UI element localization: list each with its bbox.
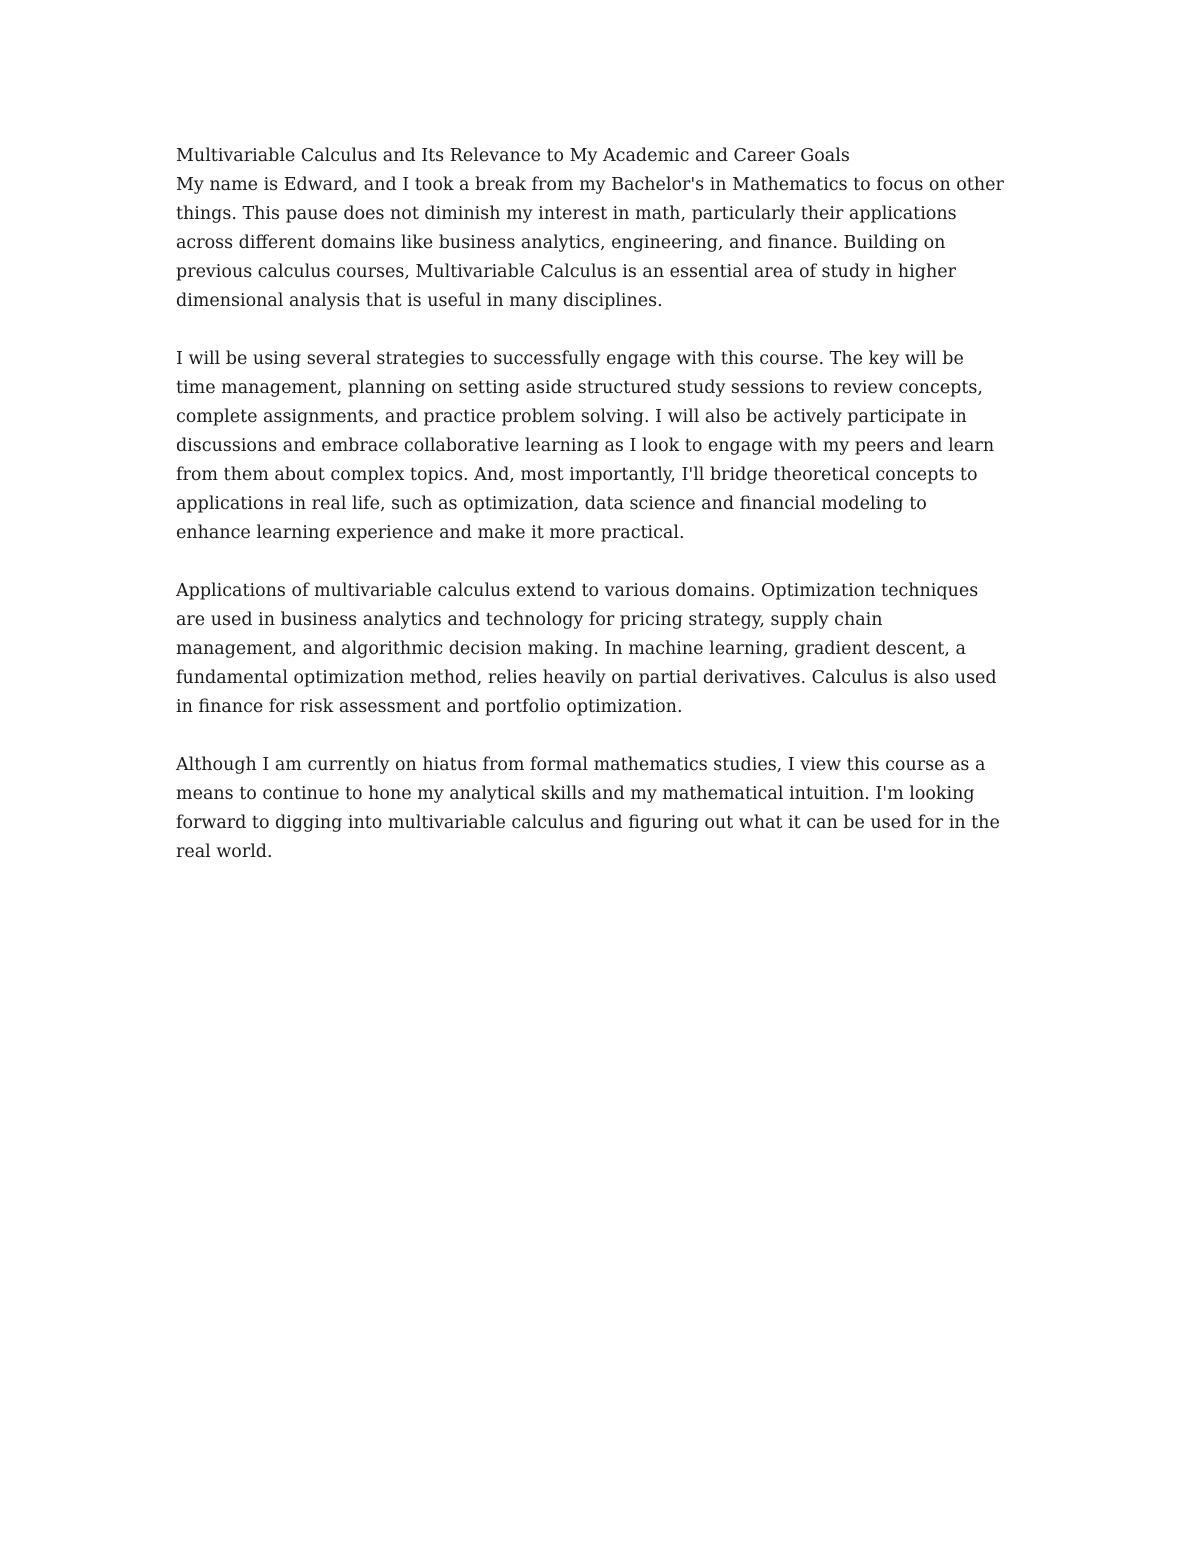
paragraph-line: things. This pause does not diminish my interest in math, particularly their applications [176,204,957,224]
paragraph-line: management, and algorithmic decision making. In machine learning, gradient descent, a [176,639,966,659]
paragraph-spacer [176,548,1036,577]
paragraph-line: means to continue to hone my analytical skills and my mathematical intuition. I'm looking [176,784,975,804]
paragraph-line: from them about complex topics. And, most importantly, I'll bridge theoretical concepts to [176,465,978,485]
paragraph-line: across different domains like business analytics, engineering, and finance. Building on [176,233,946,253]
paragraph-line: in finance for risk assessment and portfolio optimization. [176,697,683,717]
paragraph-line: dimensional analysis that is useful in many disciplines. [176,291,663,311]
paragraph-line: previous calculus courses, Multivariable Calculus is an essential area of study in higher [176,262,956,282]
paragraph-applications [176,577,1036,722]
paragraph-line: My name is Edward, and I took a break from my Bachelor's in Mathematics to focus on other [176,175,1004,195]
paragraph-strategies [176,345,1036,548]
paragraph-line: enhance learning experience and make it more practical. [176,523,685,543]
paragraph-conclusion [176,751,1036,867]
document-title: Multivariable Calculus and Its Relevance to My Academic and Career Goals [176,146,850,166]
paragraph-line: real world. [176,842,273,862]
paragraph-line: Applications of multivariable calculus extend to various domains. Optimization techniques [176,581,979,601]
paragraph-line: I will be using several strategies to successfully engage with this course. The key will be [176,349,964,369]
paragraph-spacer [176,722,1036,751]
paragraph-line: forward to digging into multivariable calculus and figuring out what it can be used for in the [176,813,1000,833]
document-body [176,142,1036,867]
paragraph-intro [176,171,1036,316]
paragraph-line: time management, planning on setting aside structured study sessions to review concepts, [176,378,983,398]
paragraph-spacer [176,316,1036,345]
paragraph-line: applications in real life, such as optimization, data science and financial modeling to [176,494,927,514]
paragraph-line: Although I am currently on hiatus from formal mathematics studies, I view this course as a [176,755,986,775]
paragraph-line: complete assignments, and practice problem solving. I will also be actively participate in [176,407,967,427]
paragraph-line: fundamental optimization method, relies heavily on partial derivatives. Calculus is also used [176,668,997,688]
paragraph-line: discussions and embrace collaborative learning as I look to engage with my peers and learn [176,436,995,456]
paragraph-line: are used in business analytics and technology for pricing strategy, supply chain [176,610,883,630]
